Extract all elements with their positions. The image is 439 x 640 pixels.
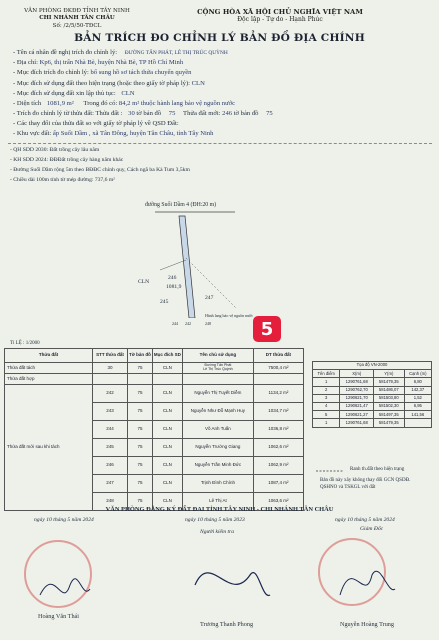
address-row xyxy=(13,60,183,67)
x: 1290762,70 xyxy=(340,386,374,394)
cell-owner: Nguyễn Như Đỗ Mạnh Huy xyxy=(182,403,253,421)
requested-use-row xyxy=(13,91,135,98)
cell-area: 1034,7 m² xyxy=(253,403,303,421)
cell-stt: 248 xyxy=(92,493,127,511)
cell-sheet: 75 xyxy=(127,403,152,421)
applicant-label: - Tên cá nhân đề nghị trích đo chỉnh lý: xyxy=(13,49,118,56)
cell-owner xyxy=(182,374,253,385)
edge xyxy=(404,419,431,427)
current-use-value: CLN xyxy=(191,80,205,87)
coordinate-col-point: Tên điểm xyxy=(313,370,340,378)
parcel-246-shape xyxy=(179,216,195,318)
national-title: CỘNG HÒA XÃ HỘI CHỦ NGHĨA VIỆT NAM xyxy=(197,8,363,16)
checker-role: Người kiểm tra xyxy=(200,529,235,535)
scale-label: Tỉ LỆ : 1/2000 xyxy=(10,341,40,346)
cell-sheet: 75 xyxy=(127,363,152,374)
cell-sheet: 75 xyxy=(127,457,152,475)
cell-owner: Nguyễn Thị Tuyết Diễm xyxy=(182,385,253,403)
cell-stt: 242 xyxy=(92,385,127,403)
y: 581503,80 xyxy=(374,394,405,402)
cell-name: Thửa đất hợp xyxy=(5,374,93,385)
x: 1290761,68 xyxy=(340,378,374,386)
footer-office: VĂN PHÒNG ĐĂNG KÝ ĐẤT ĐAI TỈNH TÂY NINH - CHI NHÁNH TÂN CHÂU xyxy=(105,506,334,513)
signer-mid: Trương Thanh Phong xyxy=(200,621,254,628)
applicant-row xyxy=(13,50,228,57)
changes-row: - Các thay đổi của thửa đất so với giấy tờ pháp lý về QSD Đất: xyxy=(13,120,179,127)
parcel-number-label: 246 xyxy=(168,275,177,281)
header-sheet: Tờ bản đồ xyxy=(127,349,152,363)
new-sheet: 75 xyxy=(266,110,273,117)
edge: 6,95 xyxy=(404,402,431,410)
x: 1290621,70 xyxy=(340,394,374,402)
requested-use-value: CLN xyxy=(121,90,135,97)
cell-purpose: CLN xyxy=(152,475,182,493)
table-row xyxy=(5,385,304,403)
applicant-value: ĐƯỜNG TẤN PHÁT, LÊ THỊ TRÚC QUỲNH xyxy=(124,50,228,56)
cell-owner: Đường Tấn Phát Lê Thị Trúc Quỳnh xyxy=(182,363,253,374)
cell-area: 1062,6 m² xyxy=(253,439,303,457)
cell-sheet: 75 xyxy=(127,421,152,439)
coordinate-row xyxy=(313,419,432,427)
parcel-244-label: 244 xyxy=(172,321,178,326)
parcel-area-label: 1081,9 xyxy=(166,284,182,290)
point: 1 xyxy=(313,419,340,427)
header-parcel: Thửa đất xyxy=(5,349,93,363)
section-divider xyxy=(8,143,432,144)
cell-area: 1134,2 m² xyxy=(253,385,303,403)
planning-note-2030: - QH SDD 2030: Đất trồng cây lâu năm xyxy=(10,147,100,153)
location-value: ấp Suối Dầm , xã Tân Đông, huyện Tân Châu, tỉnh Tây Ninh xyxy=(52,130,214,137)
cell-purpose xyxy=(152,374,182,385)
cell-stt: 244 xyxy=(92,421,127,439)
coordinate-header: Tọa độ VN-2000 xyxy=(313,362,432,370)
requested-use-label: - Mục đích sử dụng đất xin lập thủ tục: xyxy=(13,90,116,97)
new-parcels-label: Thửa đất mới sau khi tách xyxy=(7,444,60,450)
purpose-value: bổ sung hồ sơ tách thửa chuyển quyền xyxy=(90,69,192,76)
header-purpose: Mục đích SD xyxy=(152,349,182,363)
x: 1290621,27 xyxy=(340,411,374,419)
address-value: Kp6, thị trấn Nhà Bè, huyện Nhà Bè, TP Hồ Chí Minh xyxy=(39,59,184,66)
new-parcel: 246 xyxy=(222,110,233,117)
cell-purpose: CLN xyxy=(152,403,182,421)
purpose-row xyxy=(13,70,191,77)
footer-date-mid: ngày 10 tháng 5 năm 2023 xyxy=(185,517,245,523)
table-row xyxy=(5,363,304,374)
area-contains-label: Trong đó có: xyxy=(83,100,118,107)
coordinate-cols xyxy=(313,370,432,378)
edge: 6,80 xyxy=(404,378,431,386)
cell-owner: Trịnh Đình Chính xyxy=(182,475,253,493)
document-title: BẢN TRÍCH ĐO CHỈNH LÝ BẢN ĐỒ ĐỊA CHÍNH xyxy=(74,32,365,44)
x: 1290761,68 xyxy=(340,419,374,427)
cell-owner: Võ Anh Tuấn xyxy=(182,421,253,439)
cell-stt: 245 xyxy=(92,439,127,457)
pointer-line xyxy=(160,260,186,270)
y: 581486,07 xyxy=(374,386,405,394)
certification-note: Bản đồ này xây không thay đổi GCN QSDĐ. QSHNO và TSKGL với đất xyxy=(320,478,411,490)
y: 581497,35 xyxy=(374,411,405,419)
cell-stt xyxy=(92,374,127,385)
parcel-table xyxy=(4,348,304,511)
signer-right: Nguyễn Hoàng Trung xyxy=(340,621,394,628)
new-sheet-label: tờ bản đồ xyxy=(233,110,259,117)
parcel-242-label: 242 xyxy=(185,321,191,326)
current-use-row xyxy=(13,81,205,88)
table-header xyxy=(5,349,304,363)
header-stt: STT thửa đất xyxy=(92,349,127,363)
boundary-legend-icon xyxy=(316,468,346,474)
coordinate-table xyxy=(312,361,432,428)
table-row xyxy=(5,374,304,385)
road-label: đường Suối Dầm 4 (ĐH:20 m) xyxy=(145,202,217,208)
extract-sheet: 75 xyxy=(168,110,176,117)
header-owner: Tên chủ sử dụng xyxy=(182,349,253,363)
coordinate-header-row xyxy=(313,362,432,370)
cell-sheet: 75 xyxy=(127,385,152,403)
coordinate-row xyxy=(313,394,432,402)
cell-area xyxy=(253,374,303,385)
cell-area: 1036,8 m² xyxy=(253,421,303,439)
coordinate-col-x: X(m) xyxy=(340,370,374,378)
cell-stt: 243 xyxy=(92,403,127,421)
road-note: - Đường Suối Dầm rộng 5m theo BĐĐC chính quy, Cách ngã ba Kà Tum 3,5km xyxy=(10,167,190,173)
cell-purpose: CLN xyxy=(152,385,182,403)
boundary-legend-label: Ranh th.đất theo hiện trạng xyxy=(350,467,405,472)
cell-stt: 247 xyxy=(92,475,127,493)
cell-sheet: 75 xyxy=(127,439,152,457)
branch-name: CHI NHÁNH TÂN CHÂU xyxy=(39,15,115,21)
area-row xyxy=(13,101,235,108)
location-row xyxy=(13,131,213,138)
y: 581479,35 xyxy=(374,419,405,427)
parcel-map xyxy=(0,198,439,318)
cell-owner: Lê Thị At xyxy=(182,493,253,511)
signature-mid xyxy=(195,573,270,596)
extract-label: - Trích đo chỉnh lý từ thửa đất: Thửa đất : xyxy=(13,110,123,117)
purpose-label: - Mục đích trích đo chỉnh lý: xyxy=(13,69,89,76)
new-parcel-label: Thửa đất mới: xyxy=(183,110,221,117)
national-motto: Độc lập - Tự do - Hạnh Phúc xyxy=(237,16,323,23)
corridor-label: Hành lang bảo vệ nguồn nước xyxy=(205,313,254,318)
cell-purpose: CLN xyxy=(152,363,182,374)
planning-note-2024: - KH SDD 2024: ĐĐĐất trồng cây hàng năm khác xyxy=(10,157,124,163)
cell-purpose: CLN xyxy=(152,457,182,475)
extract-sheet-label: tờ bản đồ xyxy=(136,110,162,117)
number-badge: 5 xyxy=(253,316,281,342)
edge: 141,56 xyxy=(404,411,431,419)
parcel-245-label: 245 xyxy=(160,299,169,305)
address-label: - Địa chỉ: xyxy=(13,59,38,66)
coordinate-col-edge: Cạnh (m) xyxy=(404,370,431,378)
director-role: Giám Đốc xyxy=(360,526,384,532)
cell-stt: 246 xyxy=(92,457,127,475)
cell-sheet: 75 xyxy=(127,475,152,493)
coordinate-row xyxy=(313,378,432,386)
parcel-248-label: 248 xyxy=(205,321,211,326)
point: 4 xyxy=(313,402,340,410)
coordinate-row xyxy=(313,386,432,394)
point: 3 xyxy=(313,394,340,402)
y: 581502,30 xyxy=(374,402,405,410)
header-area: DT thửa đất xyxy=(253,349,303,363)
y: 581479,35 xyxy=(374,378,405,386)
point: 5 xyxy=(313,411,340,419)
x: 1290621,47 xyxy=(340,402,374,410)
coordinate-col-y: Y(m) xyxy=(374,370,405,378)
cell-sheet xyxy=(127,374,152,385)
edge: 1,52 xyxy=(404,394,431,402)
cell-purpose: CLN xyxy=(152,493,182,511)
point: 2 xyxy=(313,386,340,394)
edge: 142,37 xyxy=(404,386,431,394)
cell-sheet: 75 xyxy=(127,493,152,511)
signature-right xyxy=(340,571,395,595)
area-label: - Diện tích xyxy=(13,100,42,107)
coordinate-row xyxy=(313,411,432,419)
agency-name: VĂN PHÒNG ĐKĐĐ TỈNH TÂY NINH xyxy=(24,8,130,14)
cell-name: Thửa đất tách xyxy=(5,363,93,374)
cell-purpose: CLN xyxy=(152,421,182,439)
location-label: - Khu vực đất: xyxy=(13,130,52,137)
cell-new-label xyxy=(5,385,93,511)
coordinate-row xyxy=(313,402,432,410)
parcel-247-label: 247 xyxy=(205,295,214,301)
land-type-label: CLN xyxy=(138,279,150,285)
extract-parcel: 30 xyxy=(128,110,135,117)
current-use-label: - Mục đích sử dụng đất theo hiện trạng (hoặc theo giấy tờ pháp lý): xyxy=(13,80,190,87)
area-corridor-value: 84,2 m² thuộc hành lang bảo vệ nguồn nước xyxy=(118,100,236,107)
document-number: Số: /2/5/50-TĐCL xyxy=(52,23,102,29)
cell-stt: 30 xyxy=(92,363,127,374)
cell-area: 1087,4 m² xyxy=(253,475,303,493)
footer-date-left: ngày 10 tháng 5 năm 2024 xyxy=(34,517,94,523)
signer-left: Hoàng Văn Thái xyxy=(38,613,80,620)
cell-owner: Nguyễn Trần Minh Đức xyxy=(182,457,253,475)
cell-purpose: CLN xyxy=(152,439,182,457)
frontage-note: - Chiều dài 100m tính từ mép đường: 737,6 m² xyxy=(10,177,115,183)
cell-area: 1063,6 m² xyxy=(253,493,303,511)
area-value: 1081,9 m² xyxy=(46,100,74,107)
extract-row xyxy=(13,111,273,118)
signature-left xyxy=(40,579,90,595)
cell-area: 1062,9 m² xyxy=(253,457,303,475)
cell-area: 7500,4 m² xyxy=(253,363,303,374)
footer-date-right: ngày 10 tháng 5 năm 2024 xyxy=(335,517,395,523)
cell-owner: Nguyễn Trường Giang xyxy=(182,439,253,457)
point: 1 xyxy=(313,378,340,386)
